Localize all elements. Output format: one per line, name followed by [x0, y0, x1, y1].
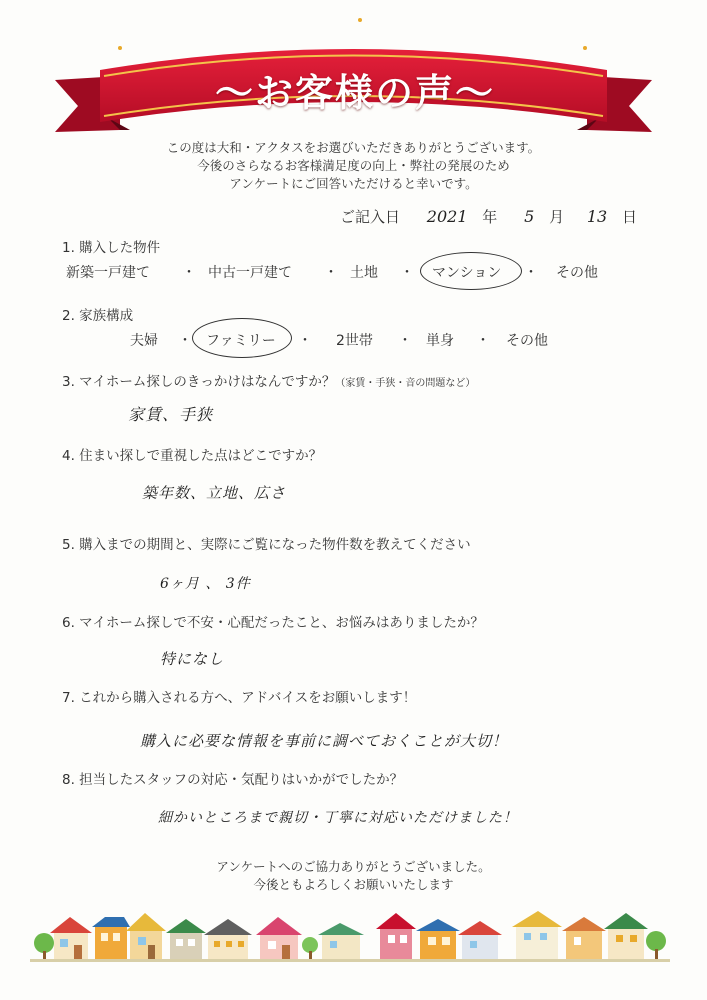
q6-question: 6. マイホーム探しで不安・心配だったこと、お悩みはありましたか？ [62, 615, 484, 631]
tree-icon [34, 933, 54, 961]
house-icon [376, 913, 416, 959]
q2-option-couple[interactable]: 夫婦 [130, 333, 158, 349]
date-day: 13 [586, 207, 608, 226]
tree-icon [302, 937, 318, 959]
q4-question: 4. 住まい探しで重視した点はどこですか？ [62, 448, 323, 464]
q3-question-note: （家賃・手狭・音の問題など） [335, 378, 476, 389]
q1-option-new-house[interactable]: 新築一戸建て [66, 265, 150, 281]
q1-option-other[interactable]: その他 [556, 265, 598, 281]
tree-icon [646, 931, 666, 959]
page-title: 〜お客様の声〜 [214, 70, 495, 115]
date-day-unit: 日 [622, 208, 638, 226]
house-icon [126, 913, 166, 959]
q4-answer: 築年数、立地、広さ [142, 484, 287, 502]
house-icon [416, 919, 460, 959]
q8-question: 8. 担当したスタッフの対応・気配りはいかがでしたか？ [62, 772, 404, 788]
footer-regards: 今後ともよろしくお願いいたします [253, 877, 454, 892]
house-icon [50, 917, 92, 959]
q2-option-family[interactable]: ファミリー [206, 333, 276, 349]
intro-line-3: アンケートにご回答いただけると幸いです。 [229, 176, 478, 191]
footer-thanks: アンケートへのご協力ありがとうございました。 [216, 859, 491, 874]
entry-date [340, 206, 637, 227]
q3-question [62, 370, 475, 390]
house-icon [318, 923, 364, 959]
date-month-unit: 月 [549, 208, 565, 226]
house-icon [458, 921, 502, 959]
q7-question: 7. これから購入される方へ、アドバイスをお願いします！ [62, 690, 417, 706]
houses-illustration [0, 905, 707, 985]
q1-question: 1. 購入した物件 [62, 240, 161, 256]
house-icon [92, 917, 130, 959]
q2-option-two-gen[interactable]: 2世帯 [336, 333, 373, 349]
q6-answer: 特になし [160, 650, 225, 668]
date-year-unit: 年 [482, 208, 498, 226]
q5-answer: 6ヶ月 、 3件 [160, 576, 251, 592]
q1-option-mansion[interactable]: マンション [432, 265, 502, 281]
house-icon [204, 919, 252, 959]
house-icon [256, 917, 302, 959]
house-icon [604, 913, 648, 959]
q3-question-text: 3. マイホーム探しのきっかけはなんですか？ [62, 374, 336, 390]
house-icon [512, 911, 562, 959]
house-icon [166, 919, 206, 959]
q5-question: 5. 購入までの期間と、実際にご覧になった物件数を教えてください [62, 537, 471, 553]
house-icon [562, 917, 606, 959]
date-year: 2021 [426, 207, 468, 226]
q2-question: 2. 家族構成 [62, 308, 134, 324]
q2-option-single[interactable]: 単身 [426, 333, 454, 349]
q2-option-other[interactable]: その他 [506, 333, 548, 349]
date-month: 5 [524, 207, 535, 226]
q1-option-land[interactable]: 土地 [350, 265, 378, 281]
q7-answer: 購入に必要な情報を事前に調べておくことが大切！ [140, 732, 509, 750]
q1-option-used-house[interactable]: 中古一戸建て [208, 265, 292, 281]
date-label: ご記入日 [340, 208, 401, 226]
q3-answer: 家賃、手狭 [128, 405, 214, 424]
intro-line-2: 今後のさらなるお客様満足度の向上・弊社の発展のため [197, 158, 510, 173]
intro-line-1: この度は大和・アクタスをお選びいただきありがとうございます。 [166, 140, 541, 155]
q8-answer: 細かいところまで親切・丁寧に対応いただけました！ [158, 810, 518, 826]
